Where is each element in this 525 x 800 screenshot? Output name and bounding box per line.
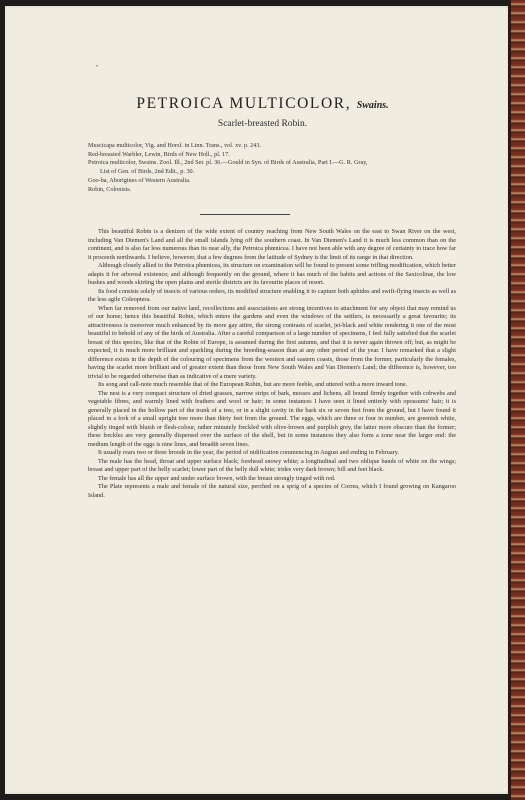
synonymy-list [88,142,468,194]
paragraph: It usually rears two or three broods in the year, the period of nidification commencing in August and ending in February. [98,449,400,456]
paragraph: Although closely allied to the Petroica phœnicea, its structure on examination will be found to present some trifling modification, which better adapts it for arboreal existence; and although frequently on the ground, where it has much of the habits and actions of the Saxicolinæ, the low bushes and woods skirting the open plains and sterile districts are its favourite places of resort. [88,262,456,286]
page-title [0,95,525,113]
paragraph: The female has all the upper and under surface brown, with the breast strongly tinged with red. [98,474,336,482]
paragraph: This beautiful Robin is a denizen of the wide extent of country reaching from New South Wales on the east to Swan River on the west, including Van Diemen's Land and all the small islands lying off the southern coast. In Van Diemen's Land it is much less common than on the continent, and is also far less numerous than its near ally, the Petroica phœnicea. I have not been able with any degree of certainty to trace how far it proceeds northwards. I believe, however, that a few degrees from the latitude of Sydney is the limit of its range in that direction. [88,228,456,261]
paragraph: Its song and call-note much resemble that of the European Robin, but are more feeble, and uttered with a more inward tone. [98,381,408,388]
body-text [88,228,456,500]
synonym-line: Muscicapa multicolor, Vig. and Horsf. in Linn. Trans., vol. xv. p. 243. [88,142,261,149]
common-name: Scarlet-breasted Robin. [217,119,308,129]
paragraph: When far removed from our native land, recollections and associations are strong incentives to attachment for any object that may remind us of our home; hence this beautiful Robin, which enters the gardens and even the windows of the settlers, is necessarily a great favourite; its attractiveness is moreover much enhanced by its more gay attire, the strong contrasts of scarlet, jet-black and white rendering it one of the most beautiful to behold of any of the birds of Australia. After a careful comparison of a large number of specimens, I feel fully satisfied that the scarlet breast of this species, like that of the Robin of Europe, is assumed during the first autumn, and that it is never again thrown off; but, as might be expected, it is much more brilliant and sparkling during the breeding-season than at any other period of the year. I have remarked that a slight difference exists in the depth of the colouring of specimens from the western and eastern coasts, those from the former, particularly the females, having the scarlet more brilliant and of greater extent than those from New South Wales and Van Diemen's Land; the difference is, however, too trivial to be regarded otherwise than as indicative of a mere variety. [88,304,456,380]
species-name: PETROICA MULTICOLOR, [136,95,352,112]
paragraph: The male has the head, throat and upper surface black; forehead snowy white; a longitudinal and two oblique bands of white on the wings; breast and upper part of the belly scarlet; lower part of the belly dull white; irides very dark brown; bill and feet black. [88,457,456,473]
synonym-line: Petroica multicolor, Swains. Zool. Ill., 2nd Ser. pl. 36.—Gould in Syn. of Birds of Australia, Part I.—G. R. Gray, [88,159,368,167]
paragraph: Its food consists solely of insects of various orders, its modified structure enabling it to capture both aphides and swift-flying insects as well as the less agile Coleoptera. [88,287,456,303]
section-divider [200,214,290,215]
page-mark: • [96,64,99,70]
synonym-line: Goo-ba, Aborigines of Western Australia. [88,176,191,184]
synonym-line: Robin, Colonists. [88,185,132,193]
paragraph: The nest is a very compact structure of dried grasses, narrow strips of bark, mosses and lichens, all bound firmly together with cobwebs and vegetable fibres, and warmly lined with feathers and wool or hair; in some instances I have seen it lined entirely with opossums' hair; it is generally placed in the hollow part of the trunk of a tree, or in a slight cavity in the bark six or seven feet from the ground, but I have found it placed in a fork of a small upright tree more than thirty feet from the ground. The eggs, which are three or four in number, are greenish white, slightly tinged with bluish or flesh-colour, rather minutely freckled with olive-brown and purplish grey, the latter more obscure than the former; these freckles are very generally dispersed over the surface of the shell, but in some instances they also form a zone near the larger end: the medium length of the eggs is nine lines, and breadth seven lines. [88,389,456,448]
synonym-line: Red-breasted Warbler, Lewin, Birds of New Holl., pl. 17. [88,150,230,158]
species-authority: Swains. [356,100,389,111]
synonym-line: List of Gen. of Birds, 2nd Edit., p. 30. [100,168,195,176]
paragraph: The Plate represents a male and female of the natural size, perched on a sprig of a species of Correa, which I found growing on Kangaroo Island. [88,483,456,499]
